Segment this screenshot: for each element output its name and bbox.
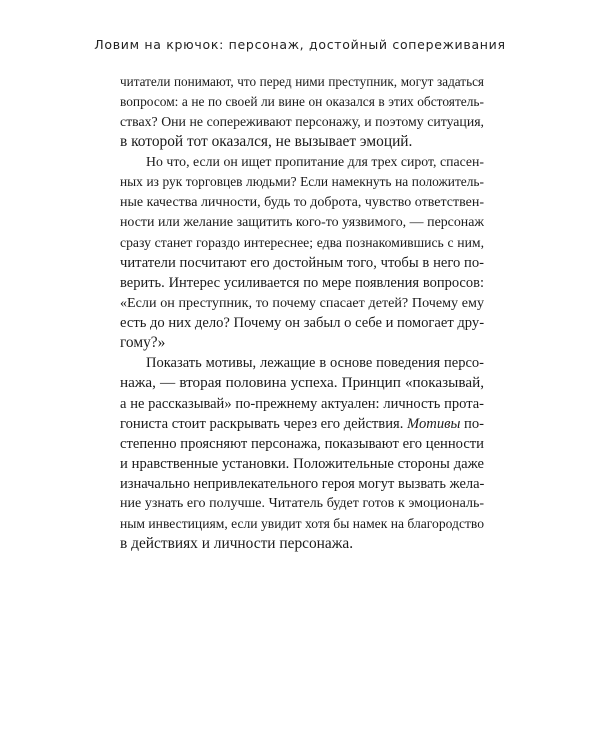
paragraph-3 — [120, 353, 484, 554]
text-line: а не рассказывай» по-прежнему актуален: личность прота- — [120, 395, 484, 412]
text-line: степенно проясняют персонажа, показывают его ценности — [120, 435, 484, 452]
text-line: нажа, — вторая половина успеха. Принцип «показывай, — [120, 374, 484, 392]
text-fragment: гониста стоит раскрывать через его действия. — [120, 415, 404, 432]
text-line: ных из рук торговцев людьми? Если намекнуть на положитель- — [120, 174, 484, 190]
text-line: изначально непривлекательного героя могут вызвать жела- — [120, 475, 485, 492]
paragraph-2 — [120, 152, 484, 353]
text-line: Но что, если он ищет пропитание для трех сирот, спасен- — [146, 154, 484, 170]
text-line: верить. Интерес усиливается по мере появления вопросов: — [120, 274, 484, 291]
paragraph-1 — [120, 72, 484, 152]
text-line: сразу станет гораздо интереснее; едва познакомившись с ним, — [120, 234, 484, 250]
text-line: ние узнать его получше. Читатель будет готов к эмоциональ- — [120, 495, 484, 511]
text-line-with-emphasis — [120, 414, 484, 434]
text-line: и нравственные установки. Положительные стороны даже — [120, 455, 484, 472]
text-line: ным инвестициям, если увидит хотя бы намек на благородство — [120, 516, 485, 532]
text-line: Показать мотивы, лежащие в основе поведения персо- — [146, 355, 484, 372]
text-line: ствах? Они не сопереживают персонажу, и поэтому ситуация, — [120, 114, 484, 130]
text-fragment: по- — [464, 415, 484, 432]
text-line: в которой тот оказался, не вызывает эмоций. — [120, 133, 413, 151]
text-line: в действиях и личности персонажа. — [120, 535, 354, 553]
text-line: есть до них дело? Почему он забыл о себе и помогает дру- — [120, 315, 485, 332]
text-line: ности или желание защитить кого-то уязвимого, — персонаж — [120, 214, 484, 230]
text-line: гому?» — [120, 334, 166, 352]
running-header: Ловим на крючок: персонаж, достойный сопереживания — [94, 37, 506, 52]
text-line: читатели понимают, что перед ними преступник, могут задаться — [120, 74, 484, 89]
emphasized-word: Мотивы — [407, 415, 461, 432]
page-body — [120, 72, 484, 554]
text-line: ные качества личности, будь то доброта, чувство ответствен- — [120, 194, 484, 210]
text-line: читатели посчитают его достойным того, чтобы в него по- — [120, 254, 484, 271]
text-line: «Если он преступник, то почему спасает детей? Почему ему — [120, 295, 484, 312]
text-line: вопросом: а не по своей ли вине он оказался в этих обстоятель- — [120, 94, 484, 110]
